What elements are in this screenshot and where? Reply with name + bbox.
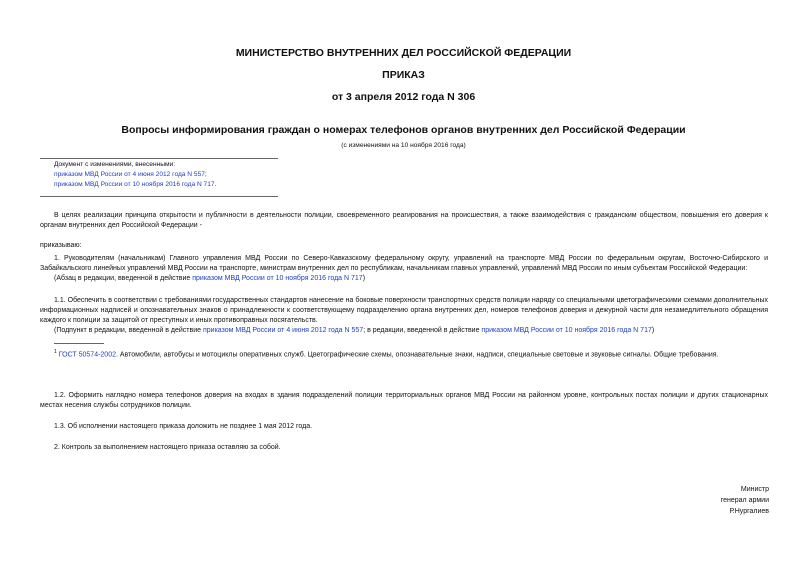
changes-intro: Документ с изменениями, внесенными: [54, 161, 176, 168]
change-tail: . [214, 181, 217, 188]
change-item [54, 180, 454, 190]
doc-title: Вопросы информирования граждан о номерах телефонов органов внутренних дел Российской Федерации [121, 124, 686, 136]
signature-block [569, 484, 769, 517]
paragraph-1-note [40, 274, 768, 284]
changes-box [54, 160, 454, 190]
signature-rank: генерал армии [720, 497, 769, 504]
note-text: (Абзац в редакции, введенной в действие [54, 275, 193, 282]
note-link-557[interactable]: приказом МВД России от 4 июня 2012 года N 557 [202, 327, 364, 334]
footnote [54, 347, 768, 361]
changes-bottom-rule [40, 196, 278, 197]
footnote-mark: 1 [54, 349, 57, 355]
doc-date-number: от 3 апреля 2012 года N 306 [331, 91, 476, 103]
paragraph-1-2: 1.2. Оформить наглядно номера телефонов доверия на входах в здания подразделений полиции территориальных органов МВД России на районном уровне, контрольных постах полиции и других стационарных местах несения службы сотрудников полиции. [40, 392, 768, 410]
note-text: ) [362, 275, 366, 282]
paragraph-1: 1. Руководителям (начальникам) Главного управления МВД России по Северо-Кавказскому федеральному округу, управлений на транспорте МВД России по федеральным округам, Восточно-Сибирского и Забайкальского линейных управлений МВД России на транспорте, министрам внутренних дел по республикам, начальникам главных управлений, управлений МВД России по иным субъектам Российской Федерации: [40, 255, 768, 273]
amended-note: (с изменениями на 10 ноября 2016 года) [341, 142, 466, 149]
change-tail: ; [204, 171, 207, 178]
paragraph-1-1-note [40, 326, 768, 336]
note-link-717[interactable]: приказом МВД России от 10 ноября 2016 года N 717 [481, 327, 652, 334]
paragraph-2: 2. Контроль за выполнением настоящего приказа оставляю за собой. [54, 444, 281, 451]
change-item [54, 170, 454, 180]
signature-name: Р.Нургалиев [729, 508, 769, 515]
note-text: ) [651, 327, 655, 334]
ministry-heading: МИНИСТЕРСТВО ВНУТРЕННИХ ДЕЛ РОССИЙСКОЙ ФЕДЕРАЦИИ [235, 47, 572, 59]
doc-type: ПРИКАЗ [382, 69, 425, 81]
change-link-717[interactable]: приказом МВД России от 10 ноября 2016 года N 717 [54, 181, 215, 188]
change-link-557[interactable]: приказом МВД России от 4 июня 2012 года N 557 [54, 171, 205, 178]
order-word: приказываю: [40, 242, 82, 249]
preamble: В целях реализации принципа открытости и публичности в деятельности полиции, своевременного реагирования на происшествия, а также взаимодействия с гражданским обществом, повышения его доверия к органам внутренних дел Российской Федерации - [40, 212, 768, 230]
changes-top-rule [40, 158, 278, 159]
paragraph-1-3: 1.3. Об исполнении настоящего приказа доложить не позднее 1 мая 2012 года. [54, 423, 313, 430]
note-text: (Подпункт в редакции, введенной в действие [54, 327, 203, 334]
footnote-rule [54, 343, 104, 344]
paragraph-1-1: 1.1. Обеспечить в соответствии с требованиями государственных стандартов нанесение на боковые поверхности транспортных средств полиции наряду со специальными цветографическими схемами дополнительных информационных надписей и опознавательных знаков о принадлежности к соответствующему подразделению органа внутренних дел, номеров телефонов доверия и дежурной части для незамедлительного обращения каждого к полиции за защитой от преступных и иных противоправных посягательств. [40, 297, 768, 325]
note-text: ; в редакции, введенной в действие [363, 327, 482, 334]
note-link-717[interactable]: приказом МВД России от 10 ноября 2016 года N 717 [192, 275, 363, 282]
footnote-gost-link[interactable]: ГОСТ 50574-2002 [58, 351, 116, 359]
signature-role: Министр [740, 486, 769, 493]
footnote-text: . Автомобили, автобусы и мотоциклы оперативных служб. Цветографические схемы, опознавательные знаки, надписи, специальные световые и звуковые сигналы. Общие требования. [116, 351, 719, 359]
